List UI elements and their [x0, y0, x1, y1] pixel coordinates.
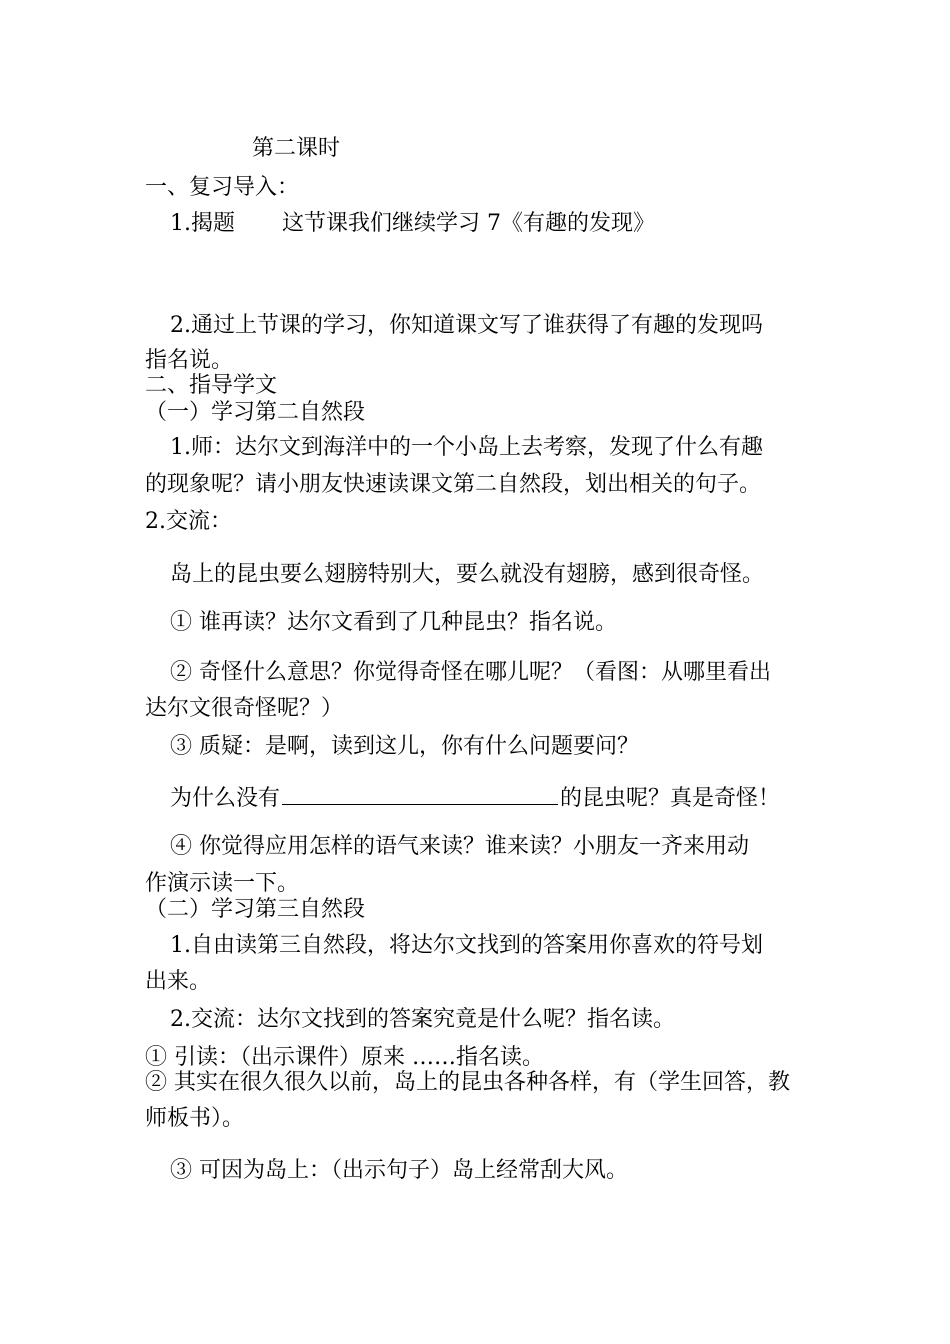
lesson-title: 第二课时: [252, 136, 341, 161]
item-text: 这节课我们继续学习 7《有趣的发现》: [282, 211, 655, 236]
question-line: ② 奇怪什么意思？你觉得奇怪在哪儿呢？（看图：从哪里看出: [170, 660, 771, 685]
question-line: 师板书）。: [145, 1106, 245, 1131]
question-line: ② 其实在很久很久以前，岛上的昆虫各种各样，有（学生回答，教: [145, 1070, 790, 1095]
item-label: 1.揭题: [170, 211, 235, 236]
paragraph-line: 指名说。: [145, 348, 234, 373]
fill-suffix: 的昆虫呢？真是奇怪！: [560, 786, 781, 811]
paragraph-line: 的现象呢？请小朋友快速读课文第二自然段，划出相关的句子。: [145, 472, 762, 497]
subsection-heading: （二）学习第三自然段: [145, 897, 366, 922]
paragraph-line: 出来。: [145, 969, 212, 994]
subsection-heading: （一）学习第二自然段: [145, 400, 366, 425]
blank-underline: [282, 784, 558, 805]
question-line: ① 引读：（出示课件）原来 ……指名读。: [145, 1045, 544, 1070]
question-line: ③ 可因为岛上：（出示句子）岛上经常刮大风。: [170, 1158, 628, 1183]
section-heading-study: 二、指导学文: [145, 373, 278, 398]
question-line: ① 谁再读？达尔文看到了几种昆虫？指名说。: [170, 610, 617, 635]
paragraph-line: 2.交流：达尔文找到的答案究竟是什么呢？指名读。: [170, 1007, 675, 1032]
question-line: ③ 质疑：是啊，读到这儿，你有什么问题要问？: [170, 734, 639, 759]
paragraph-line: 2.通过上节课的学习，你知道课文写了谁获得了有趣的发现吗: [170, 313, 763, 338]
section-heading-review: 一、复习导入：: [145, 175, 300, 200]
paragraph-line: 1.师：达尔文到海洋中的一个小岛上去考察，发现了什么有趣: [170, 435, 763, 460]
fill-in-line: [170, 784, 780, 812]
paragraph-line: 1.自由读第三自然段，将达尔文找到的答案用你喜欢的符号划: [170, 933, 763, 958]
quote-line: 岛上的昆虫要么翅膀特别大，要么就没有翅膀，感到很奇怪。: [170, 562, 765, 587]
fill-prefix: 为什么没有: [170, 786, 281, 811]
question-line: 作演示读一下。: [145, 871, 300, 896]
question-line: 达尔文很奇怪呢？）: [145, 696, 344, 721]
paragraph-line: 2.交流：: [145, 509, 232, 534]
question-line: ④ 你觉得应用怎样的语气来读？谁来读？小朋友一齐来用动: [170, 834, 749, 859]
